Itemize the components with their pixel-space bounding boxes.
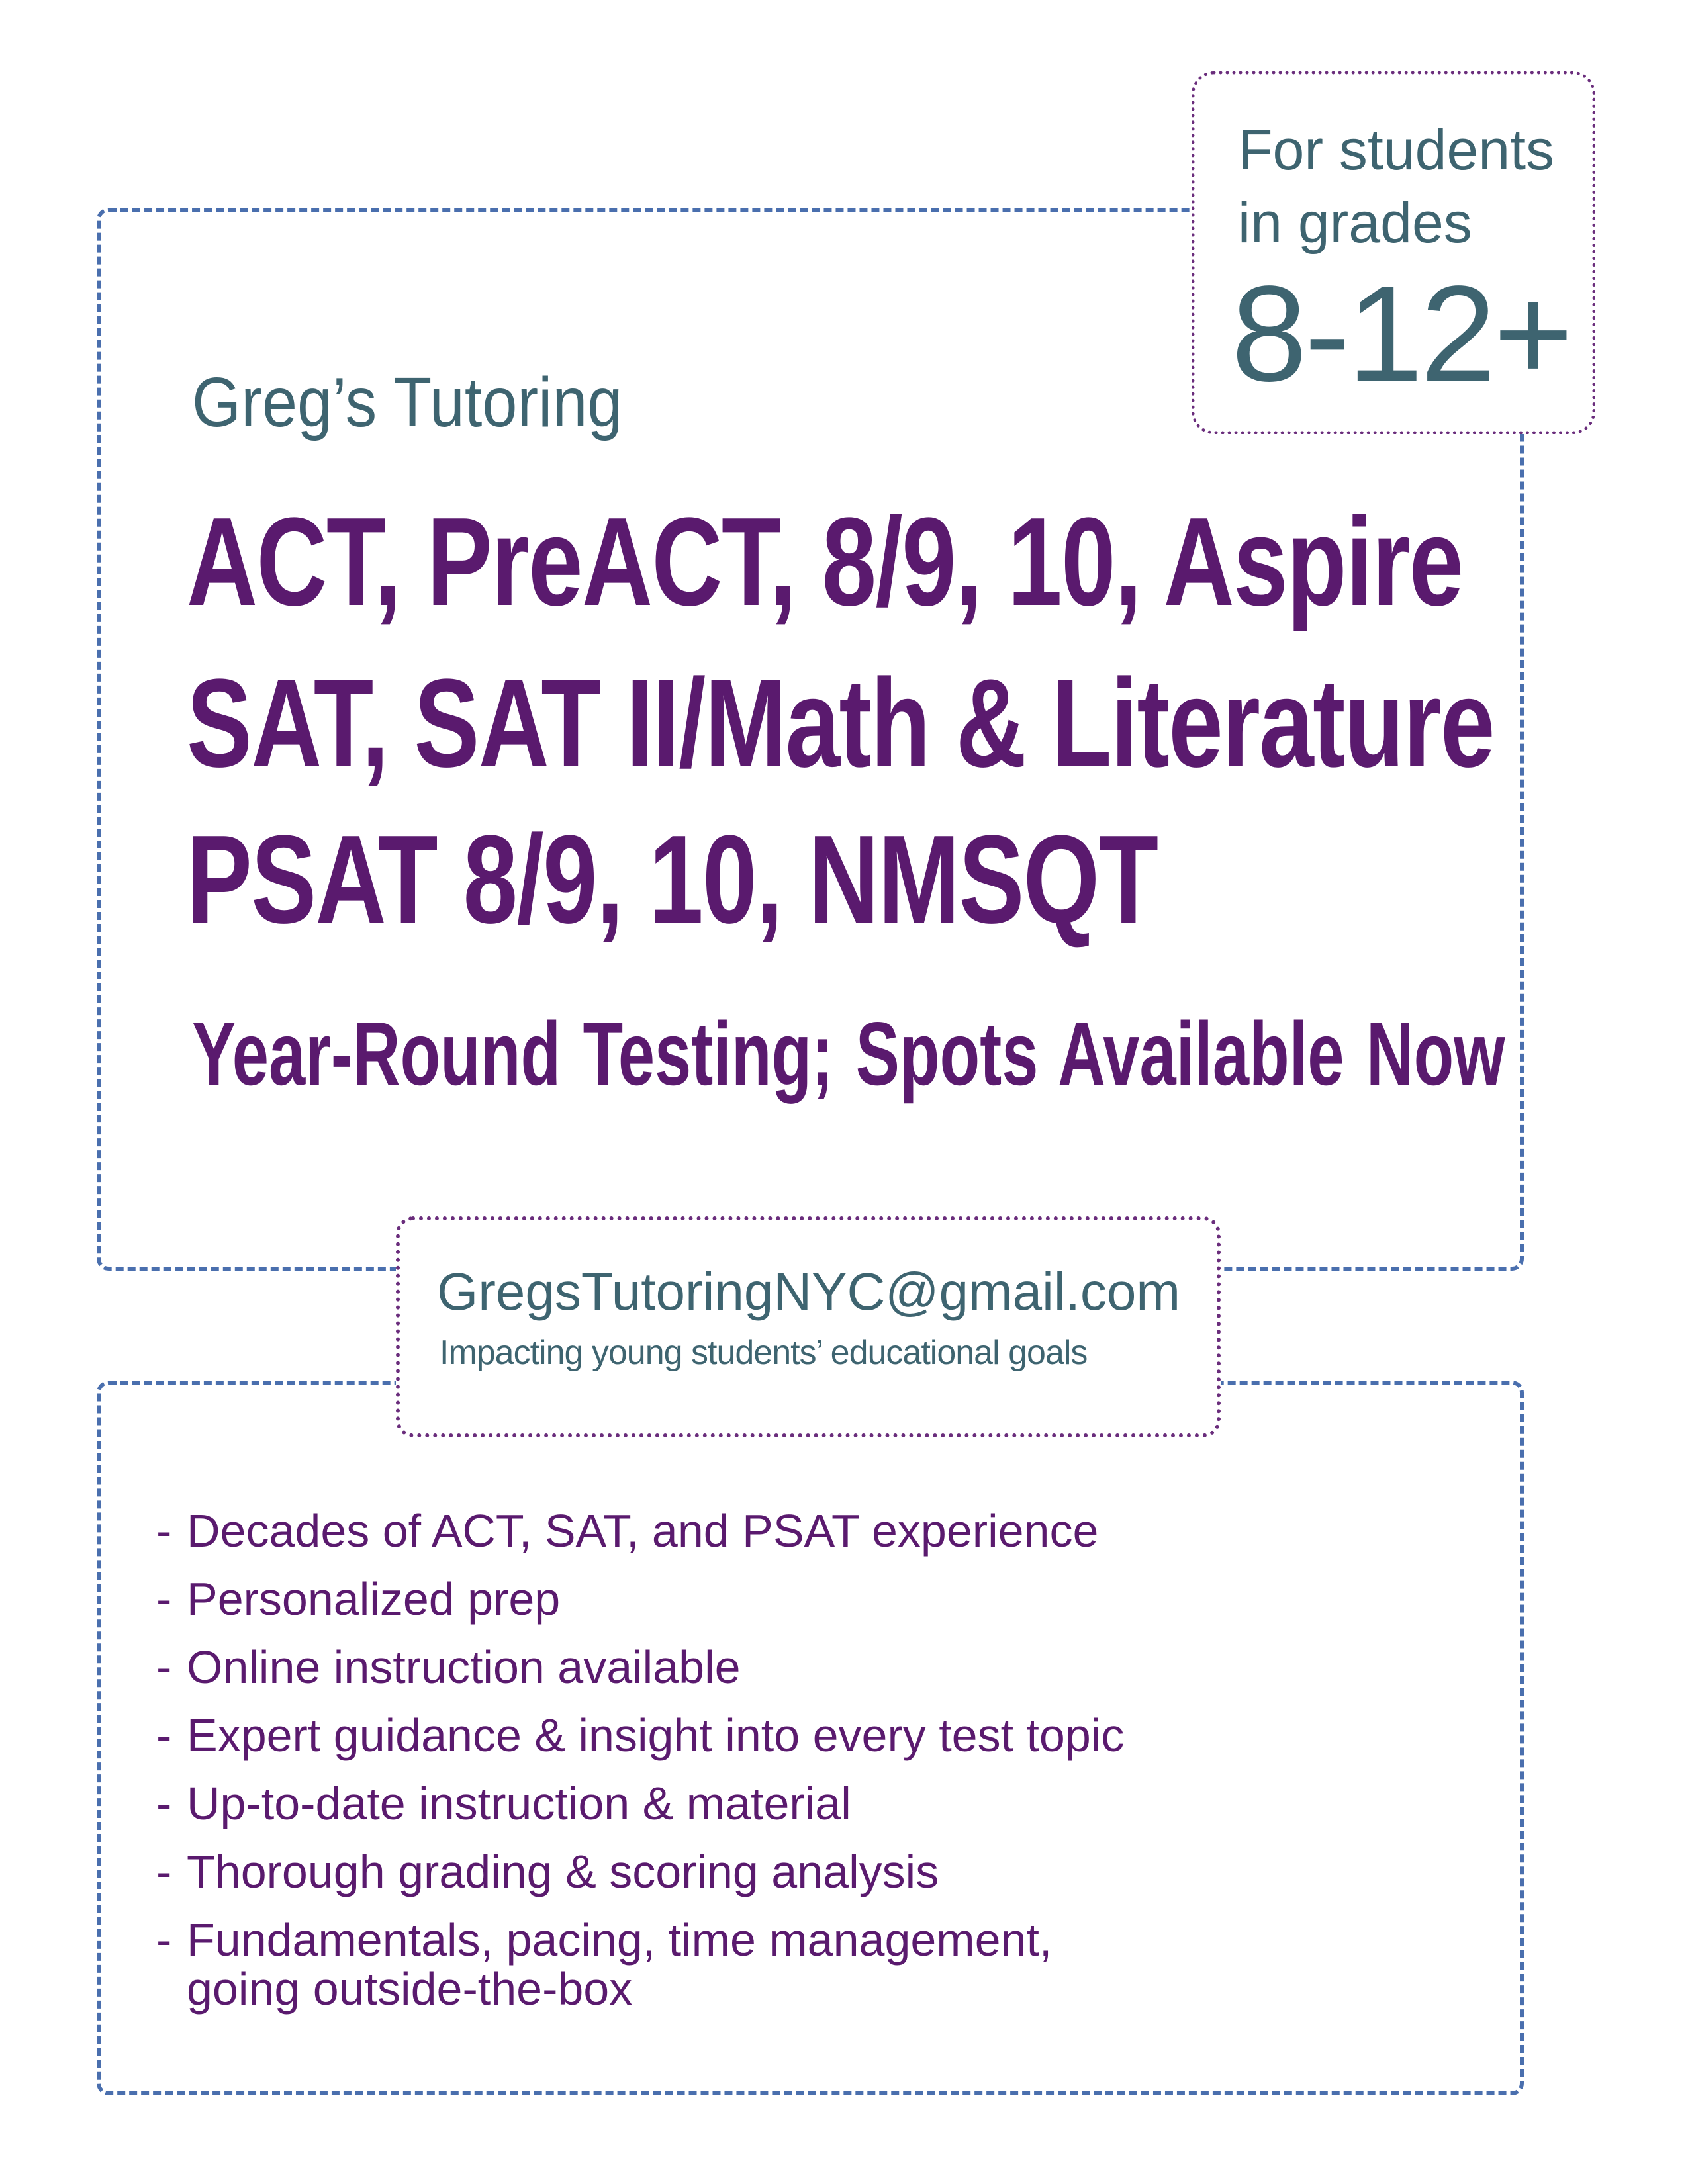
brand-name: Greg’s Tutoring bbox=[192, 363, 623, 441]
bullet-dash: - bbox=[156, 1846, 172, 1897]
headline-act-tests: ACT, PreACT, 8/9, 10, Aspire bbox=[187, 492, 1463, 632]
feature-text: Decades of ACT, SAT, and PSAT experience bbox=[187, 1505, 1099, 1557]
grades-range: 8-12+ bbox=[1231, 257, 1571, 410]
list-item bbox=[156, 1565, 1124, 1633]
list-item bbox=[156, 1838, 1124, 1906]
bullet-dash: - bbox=[156, 1641, 172, 1693]
headline-sat-tests: SAT, SAT II/Math & Literature bbox=[187, 653, 1494, 794]
features-list bbox=[156, 1497, 1124, 2015]
contact-tagline: Impacting young students’ educational goals bbox=[440, 1334, 1088, 1372]
bullet-dash: - bbox=[156, 1778, 172, 1829]
headline-psat-tests: PSAT 8/9, 10, NMSQT bbox=[187, 809, 1158, 950]
list-item-continuation bbox=[156, 1962, 1124, 2015]
grades-label-line-2: in grades bbox=[1238, 191, 1472, 255]
contact-callout bbox=[396, 1216, 1221, 1437]
grades-label-line-1: For students bbox=[1238, 118, 1554, 182]
feature-text: Fundamentals, pacing, time management, bbox=[187, 1914, 1053, 1966]
contact-email-link[interactable]: GregsTutoringNYC@gmail.com bbox=[437, 1262, 1181, 1321]
feature-text: Expert guidance & insight into every test topic bbox=[187, 1709, 1125, 1761]
list-item bbox=[156, 1770, 1124, 1838]
list-item bbox=[156, 1702, 1124, 1770]
list-item bbox=[156, 1497, 1124, 1565]
list-item bbox=[156, 1633, 1124, 1702]
bullet-dash: - bbox=[156, 1709, 172, 1761]
bullet-dash: - bbox=[156, 1914, 172, 1966]
feature-text: Personalized prep bbox=[187, 1573, 561, 1625]
feature-text: going outside-the-box bbox=[187, 1963, 633, 2015]
bullet-dash: - bbox=[156, 1505, 172, 1557]
feature-text: Thorough grading & scoring analysis bbox=[187, 1846, 939, 1897]
feature-text: Up-to-date instruction & material bbox=[187, 1778, 851, 1829]
availability-notice: Year-Round Testing; Spots Available Now bbox=[192, 1003, 1505, 1104]
bullet-dash: - bbox=[156, 1573, 172, 1625]
feature-text: Online instruction available bbox=[187, 1641, 741, 1693]
